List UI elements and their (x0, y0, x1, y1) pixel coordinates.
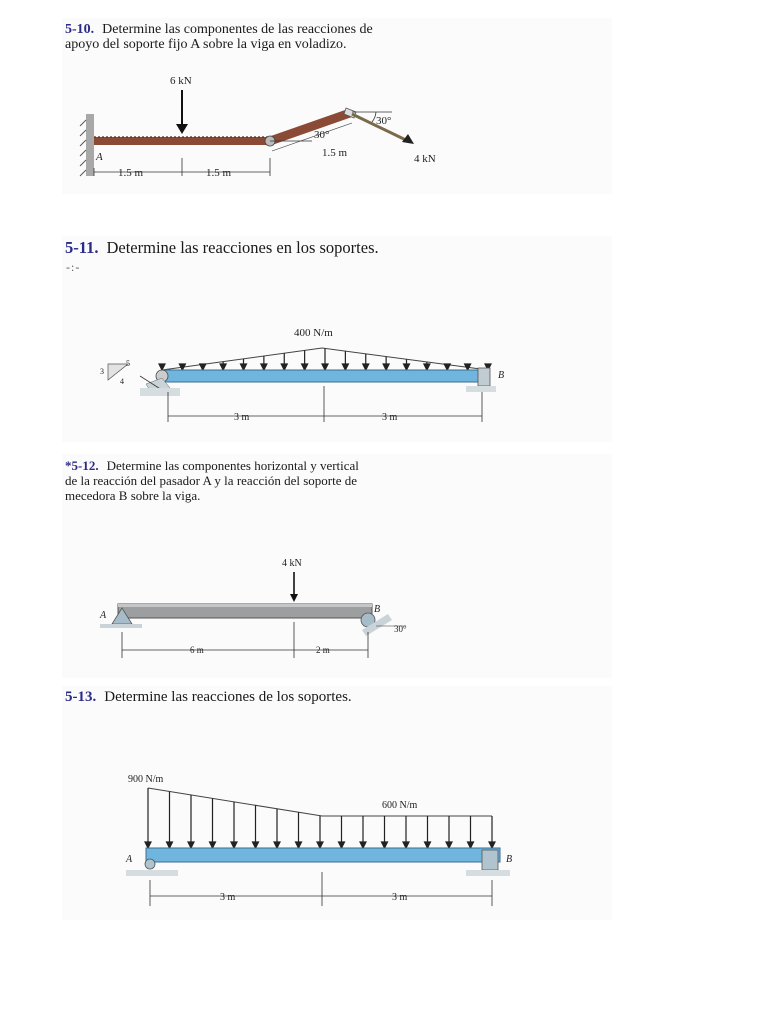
load-arrowhead (403, 842, 409, 848)
support-b (482, 850, 498, 870)
problem-text-line3: mecedora B sobre la viga. (65, 488, 201, 503)
load-label: 4 kN (282, 558, 302, 569)
diagram-5-12 (62, 454, 612, 678)
load-arrowhead (231, 842, 237, 848)
load-arrowhead (317, 842, 323, 848)
load-arrowhead (425, 842, 431, 848)
problem-number: *5-12. (65, 458, 99, 473)
load-arrowhead (465, 364, 471, 370)
beam (162, 370, 488, 382)
distributed-load-arrows-2 (145, 788, 495, 848)
dim-1-label: 3 m (234, 412, 250, 423)
load-arrowhead (241, 364, 247, 370)
load-arrowhead (339, 842, 345, 848)
load-arrowhead (382, 842, 388, 848)
problem-number: 5-11. (65, 238, 99, 257)
angle-label-mid: 30° (314, 129, 330, 141)
problem-5-10 (62, 18, 612, 194)
load-arrowhead (200, 364, 206, 370)
force-4kn-label: 4 kN (414, 153, 436, 165)
load-arrowhead (383, 364, 389, 370)
load-arrowhead (281, 364, 287, 370)
load-arrowhead (360, 842, 366, 848)
load-arrowhead (167, 842, 173, 848)
problem-number: 5-10. (65, 22, 95, 37)
load-right-label: 600 N/m (382, 800, 418, 811)
load-arrowhead (444, 364, 450, 370)
support-b-label: B (374, 604, 381, 615)
support-a-label: A (96, 151, 103, 163)
load-arrowhead (188, 842, 194, 848)
support-a-label: A (100, 610, 107, 621)
problem-5-13 (62, 686, 612, 920)
wall-hatching (80, 120, 86, 176)
problem-5-11 (62, 236, 612, 442)
diagram-5-13 (62, 686, 612, 920)
load-arrowhead (404, 364, 410, 370)
dim-2-label: 2 m (316, 645, 330, 655)
problem-5-12 (62, 454, 612, 678)
load-arrowhead (302, 364, 308, 370)
load-arrowhead (179, 364, 185, 370)
slope-label-4: 4 (120, 377, 124, 386)
support-b (478, 368, 490, 386)
load-left-label: 900 N/m (128, 774, 164, 785)
dim-2-label: 3 m (392, 892, 408, 903)
problem-text-line1: Determine las componentes horizontal y vertical (106, 458, 359, 473)
load-arrowhead (220, 364, 226, 370)
inclined-length-label: 1.5 m (322, 147, 348, 159)
problem-text-line1: Determine las componentes de las reacciones de (102, 22, 373, 37)
load-arrowhead (210, 842, 216, 848)
load-arrowhead (159, 364, 165, 370)
load-arrowhead (363, 364, 369, 370)
load-6kn-label: 6 kN (170, 75, 192, 87)
slope-label-5: 5 (126, 359, 130, 368)
dim-1-label: 6 m (190, 645, 204, 655)
load-arrowhead (489, 842, 495, 848)
dim-2-label: 3 m (382, 412, 398, 423)
load-arrowhead (261, 364, 267, 370)
dim-1-label: 1.5 m (118, 167, 144, 179)
support-b-label: B (498, 370, 505, 381)
load-arrowhead (322, 364, 328, 370)
fixed-wall (86, 114, 94, 176)
problem-text-line2: de la reacción del pasador A y la reacción del soporte de (65, 473, 358, 488)
load-label: 400 N/m (294, 327, 333, 339)
load-arrowhead (145, 842, 151, 848)
load-arrowhead (342, 364, 348, 370)
angle-label-top: 30° (376, 115, 392, 127)
diagram-5-10 (62, 18, 612, 194)
beam (146, 848, 500, 862)
problem-mark: -:- (66, 260, 81, 274)
slope-triangle (108, 364, 128, 380)
load-arrowhead (424, 364, 430, 370)
support-a (145, 859, 155, 869)
support-a-label: A (126, 854, 133, 865)
angle-label: 30° (394, 624, 407, 634)
distributed-load-arrows (159, 348, 491, 370)
load-arrowhead (274, 842, 280, 848)
load-arrowhead (468, 842, 474, 848)
support-b-label: B (506, 854, 513, 865)
beam-inclined (268, 109, 352, 145)
dim-2-label: 1.5 m (206, 167, 232, 179)
load-arrowhead (446, 842, 452, 848)
problem-number: 5-13. (65, 689, 97, 705)
problem-text-line1: Determine las reacciones en los soportes. (106, 238, 379, 257)
dim-1-label: 3 m (220, 892, 236, 903)
problem-text-line1: Determine las reacciones de los soportes. (104, 689, 352, 705)
load-arrowhead (253, 842, 259, 848)
load-arrowhead (296, 842, 302, 848)
slope-label-3: 3 (100, 367, 104, 376)
beam-horizontal (94, 137, 270, 145)
problem-text-line2: apoyo del soporte fijo A sobre la viga en voladizo. (65, 37, 347, 52)
diagram-5-11 (62, 236, 612, 442)
